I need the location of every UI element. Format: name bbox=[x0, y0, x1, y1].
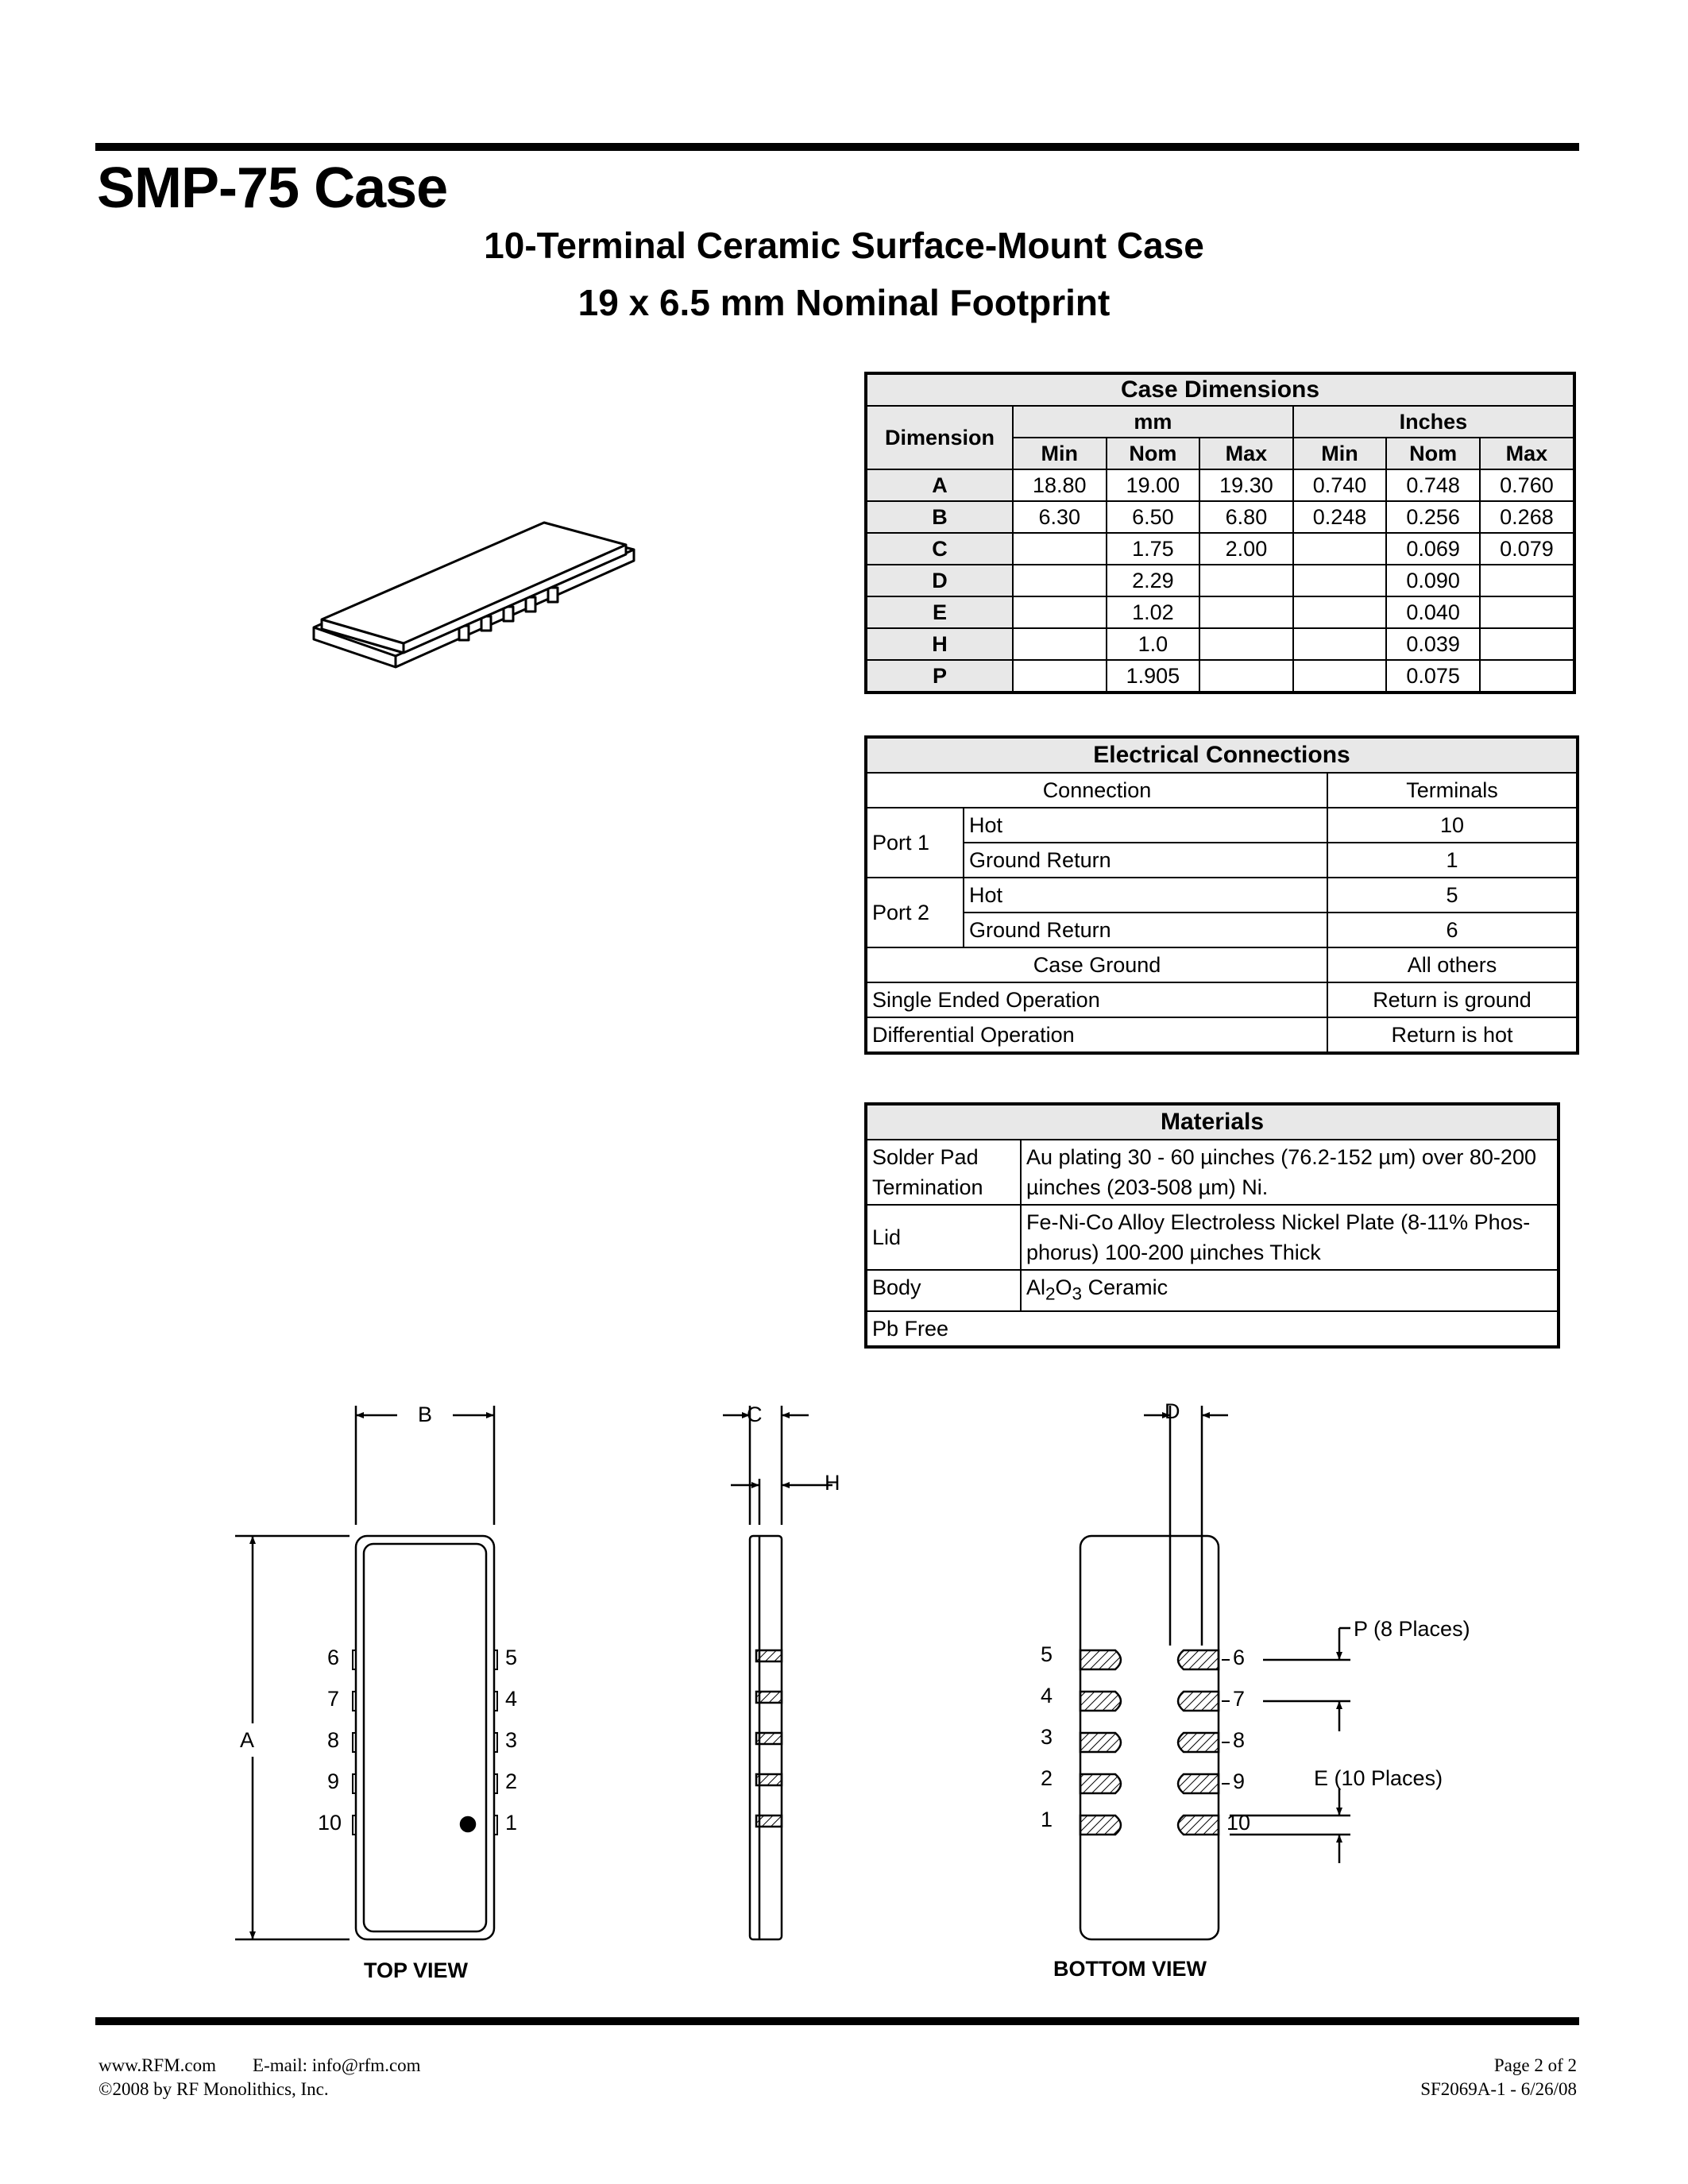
materials-table bbox=[864, 1102, 1560, 1349]
table-cell: 0.075 bbox=[1386, 660, 1480, 693]
material-value-line: µinches (203-508 µm) Ni. bbox=[1026, 1175, 1269, 1199]
table-cell: 0.740 bbox=[1293, 469, 1387, 501]
material-name-line: Body bbox=[872, 1275, 921, 1299]
table-cell: 0.039 bbox=[1386, 628, 1480, 660]
pin-label: 6 bbox=[1233, 1646, 1246, 1669]
table-cell: 19.30 bbox=[1199, 469, 1293, 501]
table-cell: 0.760 bbox=[1480, 469, 1574, 501]
table-cell: 0.268 bbox=[1480, 501, 1574, 533]
table-cell bbox=[1293, 596, 1387, 628]
table-row bbox=[866, 808, 1578, 843]
terminal-cell: 5 bbox=[1327, 878, 1578, 913]
table-row bbox=[866, 628, 1574, 660]
terminal-cell: 10 bbox=[1327, 808, 1578, 843]
pin-label: 3 bbox=[1041, 1725, 1053, 1749]
pin-label: 1 bbox=[505, 1811, 518, 1835]
table-row bbox=[866, 501, 1574, 533]
footer-email[interactable]: E-mail: info@rfm.com bbox=[253, 2055, 421, 2075]
table-row bbox=[866, 1205, 1559, 1270]
connection-cell: Hot bbox=[964, 878, 1327, 913]
table-cell: 2.00 bbox=[1199, 533, 1293, 565]
footer-copyright: ©2008 by RF Monolithics, Inc. bbox=[98, 2079, 329, 2099]
connection-cell: Hot bbox=[964, 808, 1327, 843]
table-cell: 0.748 bbox=[1386, 469, 1480, 501]
table-row bbox=[866, 982, 1578, 1017]
footer-website[interactable]: www.RFM.com bbox=[98, 2055, 217, 2075]
pin-label: 10 bbox=[318, 1811, 342, 1835]
table-cell: 1.905 bbox=[1107, 660, 1200, 693]
dimension-name: P bbox=[866, 660, 1013, 693]
table-row bbox=[866, 947, 1578, 982]
table-cell bbox=[1293, 660, 1387, 693]
table-row bbox=[866, 878, 1578, 913]
table-row bbox=[866, 596, 1574, 628]
dimension-name: E bbox=[866, 596, 1013, 628]
connection-cell: Ground Return bbox=[964, 913, 1327, 947]
table-row bbox=[866, 565, 1574, 596]
dim-label-h: H bbox=[825, 1471, 840, 1495]
table-cell: 6.50 bbox=[1107, 501, 1200, 533]
dim-label-b: B bbox=[418, 1403, 433, 1426]
material-value-line: Au plating 30 - 60 µinches (76.2-152 µm) over 80-200 bbox=[1026, 1145, 1536, 1169]
table-cell bbox=[1199, 565, 1293, 596]
table-cell bbox=[1480, 596, 1574, 628]
table-cell bbox=[1480, 660, 1574, 693]
table-cell bbox=[1013, 533, 1107, 565]
material-name bbox=[866, 1311, 1559, 1347]
pin-label: 6 bbox=[327, 1646, 340, 1669]
package-3d-illustration bbox=[302, 477, 651, 699]
subcol-header: Nom bbox=[1107, 438, 1200, 469]
footer-right bbox=[1420, 2054, 1577, 2101]
table-row bbox=[866, 1311, 1559, 1347]
table-row bbox=[866, 533, 1574, 565]
subcol-header: Min bbox=[1013, 438, 1107, 469]
pin-label: 9 bbox=[1233, 1769, 1246, 1793]
material-value bbox=[1021, 1270, 1559, 1311]
port-1-label: Port 1 bbox=[866, 808, 964, 878]
terminal-cell: Return is ground bbox=[1327, 982, 1578, 1017]
subcol-header: Nom bbox=[1386, 438, 1480, 469]
terminal-cell: Return is hot bbox=[1327, 1017, 1578, 1053]
material-value-line: phorus) 100-200 µinches Thick bbox=[1026, 1241, 1321, 1264]
table-cell: 0.040 bbox=[1386, 596, 1480, 628]
footer-page-number: Page 2 of 2 bbox=[1493, 2055, 1577, 2075]
formula-part: O bbox=[1055, 1275, 1072, 1299]
bottom-rule bbox=[95, 2017, 1579, 2025]
table-cell bbox=[1013, 596, 1107, 628]
table-row bbox=[866, 913, 1578, 947]
table-row bbox=[866, 469, 1574, 501]
table-cell: 0.090 bbox=[1386, 565, 1480, 596]
top-view-drawing bbox=[235, 1406, 497, 1939]
materials-caption: Materials bbox=[866, 1104, 1559, 1140]
dim-label-a: A bbox=[240, 1728, 255, 1752]
subcol-header: Max bbox=[1199, 438, 1293, 469]
table-cell bbox=[1293, 533, 1387, 565]
table-cell: 1.0 bbox=[1107, 628, 1200, 660]
dimension-header: Dimension bbox=[866, 406, 1013, 469]
dimension-name: B bbox=[866, 501, 1013, 533]
case-ground-label: Case Ground bbox=[866, 947, 1327, 982]
table-row bbox=[866, 660, 1574, 693]
dim-label-c: C bbox=[747, 1403, 763, 1426]
table-cell: 18.80 bbox=[1013, 469, 1107, 501]
material-name-line: Solder Pad bbox=[872, 1145, 979, 1169]
table-cell: 19.00 bbox=[1107, 469, 1200, 501]
material-name bbox=[866, 1205, 1021, 1270]
table-cell bbox=[1013, 660, 1107, 693]
table-row bbox=[866, 1017, 1578, 1053]
subcol-header: Max bbox=[1480, 438, 1574, 469]
table-cell bbox=[1293, 628, 1387, 660]
table-cell bbox=[1480, 565, 1574, 596]
table-cell: 6.30 bbox=[1013, 501, 1107, 533]
pin-label: 8 bbox=[327, 1728, 340, 1752]
inches-header: Inches bbox=[1293, 406, 1574, 438]
formula-subscript: 2 bbox=[1045, 1283, 1056, 1304]
pin-label: 2 bbox=[505, 1769, 518, 1793]
formula-part: Ceramic bbox=[1082, 1275, 1168, 1299]
material-value-line: Fe-Ni-Co Alloy Electroless Nickel Plate (8-11% Phos- bbox=[1026, 1210, 1531, 1234]
dimension-name: D bbox=[866, 565, 1013, 596]
terminal-cell: 6 bbox=[1327, 913, 1578, 947]
material-name-line: Lid bbox=[872, 1225, 902, 1249]
port-2-label: Port 2 bbox=[866, 878, 964, 947]
single-ended-label: Single Ended Operation bbox=[866, 982, 1327, 1017]
top-view-label: TOP VIEW bbox=[364, 1958, 469, 1982]
table-row bbox=[866, 1270, 1559, 1311]
pin-label: 7 bbox=[1233, 1687, 1246, 1711]
top-rule bbox=[95, 143, 1579, 151]
terminal-cell: 1 bbox=[1327, 843, 1578, 878]
differential-label: Differential Operation bbox=[866, 1017, 1327, 1053]
pin-label: 5 bbox=[1041, 1642, 1053, 1666]
material-name-line: Termination bbox=[872, 1175, 983, 1199]
case-dimensions-table bbox=[864, 372, 1576, 694]
material-value bbox=[1021, 1140, 1559, 1205]
table-cell: 1.75 bbox=[1107, 533, 1200, 565]
pin-label: 4 bbox=[1041, 1684, 1053, 1707]
page-subtitle-2: 19 x 6.5 mm Nominal Footprint bbox=[577, 282, 1111, 323]
material-value bbox=[1021, 1205, 1559, 1270]
dim-label-e: E (10 Places) bbox=[1314, 1766, 1443, 1790]
pin-label: 2 bbox=[1041, 1766, 1053, 1790]
page-title: SMP-75 Case bbox=[97, 156, 448, 220]
table-cell: 1.02 bbox=[1107, 596, 1200, 628]
table-cell bbox=[1199, 660, 1293, 693]
material-name bbox=[866, 1270, 1021, 1311]
footer-doc-id: SF2069A-1 - 6/26/08 bbox=[1420, 2079, 1577, 2099]
pin-label: 7 bbox=[327, 1687, 340, 1711]
electrical-connections-table bbox=[864, 735, 1579, 1055]
pin-label: 1 bbox=[1041, 1808, 1053, 1831]
material-name-line: Pb Free bbox=[872, 1317, 949, 1341]
footer-left bbox=[98, 2054, 421, 2101]
table-cell: 6.80 bbox=[1199, 501, 1293, 533]
table-cell bbox=[1199, 596, 1293, 628]
dimension-name: C bbox=[866, 533, 1013, 565]
pin-label: 10 bbox=[1226, 1811, 1251, 1835]
subcol-header: Min bbox=[1293, 438, 1387, 469]
dimension-name: H bbox=[866, 628, 1013, 660]
page-subtitle-1: 10-Terminal Ceramic Surface-Mount Case bbox=[484, 225, 1204, 266]
table-cell: 0.248 bbox=[1293, 501, 1387, 533]
mechanical-drawing bbox=[0, 1382, 1688, 2001]
case-dimensions-caption: Case Dimensions bbox=[866, 373, 1574, 406]
table-row bbox=[866, 843, 1578, 878]
material-name bbox=[866, 1140, 1021, 1205]
pin-label: 8 bbox=[1233, 1728, 1246, 1752]
bottom-view-drawing bbox=[1080, 1406, 1350, 1939]
pin-label: 9 bbox=[327, 1769, 340, 1793]
formula-part: Al bbox=[1026, 1275, 1046, 1299]
table-cell bbox=[1293, 565, 1387, 596]
bottom-view-label: BOTTOM VIEW bbox=[1053, 1957, 1207, 1981]
terminal-cell: All others bbox=[1327, 947, 1578, 982]
table-cell bbox=[1199, 628, 1293, 660]
dim-label-d: D bbox=[1165, 1399, 1180, 1423]
pin-label: 3 bbox=[505, 1728, 518, 1752]
table-row bbox=[866, 1140, 1559, 1205]
dimension-name: A bbox=[866, 469, 1013, 501]
electrical-caption: Electrical Connections bbox=[866, 737, 1578, 773]
pin-label: 5 bbox=[505, 1646, 518, 1669]
table-cell bbox=[1013, 628, 1107, 660]
table-cell bbox=[1013, 565, 1107, 596]
connection-header: Connection bbox=[866, 773, 1327, 808]
table-cell: 2.29 bbox=[1107, 565, 1200, 596]
connection-cell: Ground Return bbox=[964, 843, 1327, 878]
table-cell: 0.256 bbox=[1386, 501, 1480, 533]
table-cell bbox=[1480, 628, 1574, 660]
mm-header: mm bbox=[1013, 406, 1293, 438]
terminals-header: Terminals bbox=[1327, 773, 1578, 808]
table-cell: 0.079 bbox=[1480, 533, 1574, 565]
pin-label: 4 bbox=[505, 1687, 518, 1711]
formula-subscript: 3 bbox=[1072, 1283, 1083, 1304]
side-view-drawing bbox=[723, 1406, 832, 1939]
table-cell: 0.069 bbox=[1386, 533, 1480, 565]
dim-label-p: P (8 Places) bbox=[1354, 1617, 1470, 1641]
